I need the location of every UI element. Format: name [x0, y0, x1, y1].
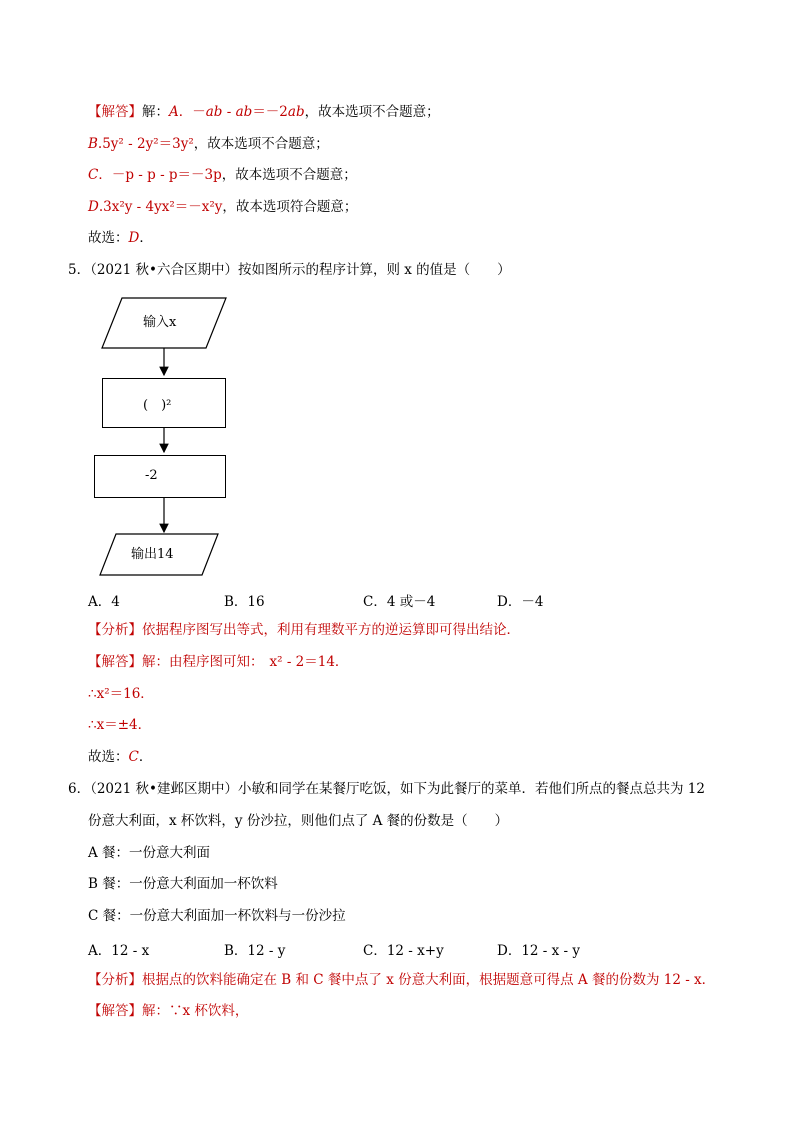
q6-menu-b: B 餐：一份意大利面加一杯饮料	[88, 876, 278, 892]
q5-answer-line: 【解答】解：由程序图可知： x² - 2＝14．	[88, 654, 349, 670]
q5-step-1: ∴x²＝16．	[88, 686, 154, 702]
q5-option-b: B．16	[224, 594, 265, 610]
q6-option-d: D．12 - x - y	[497, 943, 581, 959]
flow-square-label: ( )²	[143, 398, 172, 413]
q4-answer-line-1: 【解答】解：A．－ab - ab＝－2ab，故本选项不合题意；	[88, 104, 440, 120]
q5-step-2: ∴x＝±4．	[88, 717, 152, 733]
q6-stem-line-2: 份意大利面，x 杯饮料，y 份沙拉，则他们点了 A 餐的份数是（ ）	[88, 813, 509, 829]
flow-square-box	[102, 378, 226, 428]
answer-tag: 【解答】	[88, 104, 142, 120]
q6-option-b: B．12 - y	[224, 943, 286, 959]
flow-minus-box	[94, 455, 226, 498]
q6-option-a: A．12 - x	[88, 943, 150, 959]
q4-answer-line-2: B.5y² - 2y²＝3y²，故本选项不合题意；	[88, 136, 329, 152]
q6-menu-c: C 餐：一份意大利面加一杯饮料与一份沙拉	[88, 908, 346, 924]
q5-option-d: D．－4	[497, 594, 544, 610]
q4-answer-line-3: C．－p - p - p＝－3p，故本选项不合题意；	[88, 167, 357, 183]
q6-analysis: 【分析】根据点的饮料能确定在 B 和 C 餐中点了 x 份意大利面，根据题意可得点 A 餐的份数为 12 - x．	[88, 972, 716, 988]
q4-choice-line: 故选：D．	[88, 230, 153, 246]
flow-minus-label: -2	[145, 468, 158, 483]
flow-input-label: 输入x	[143, 315, 177, 330]
q5-choice-line: 故选：C．	[88, 749, 153, 765]
q4-answer-line-4: D.3x²y - 4yx²＝－x²y，故本选项符合题意；	[88, 199, 358, 215]
q5-option-c: C．4 或－4	[363, 594, 436, 610]
q5-stem: 5．（2021 秋•六合区期中）按如图所示的程序计算，则 x 的值是（ ）	[68, 262, 511, 278]
q5-option-a: A．4	[88, 594, 120, 610]
q6-answer-line: 【解答】解：∵x 杯饮料，	[88, 1003, 249, 1019]
flow-output-label: 输出14	[131, 547, 174, 562]
q6-option-c: C．12 - x+y	[363, 943, 444, 959]
q5-analysis: 【分析】依据程序图写出等式，利用有理数平方的逆运算即可得出结论．	[88, 622, 520, 638]
q6-menu-a: A 餐：一份意大利面	[88, 845, 211, 861]
q6-stem-line-1: 6．（2021 秋•建邺区期中）小敏和同学在某餐厅吃饭，如下为此餐厅的菜单．若他们所点的餐点总共为 12	[68, 781, 705, 797]
